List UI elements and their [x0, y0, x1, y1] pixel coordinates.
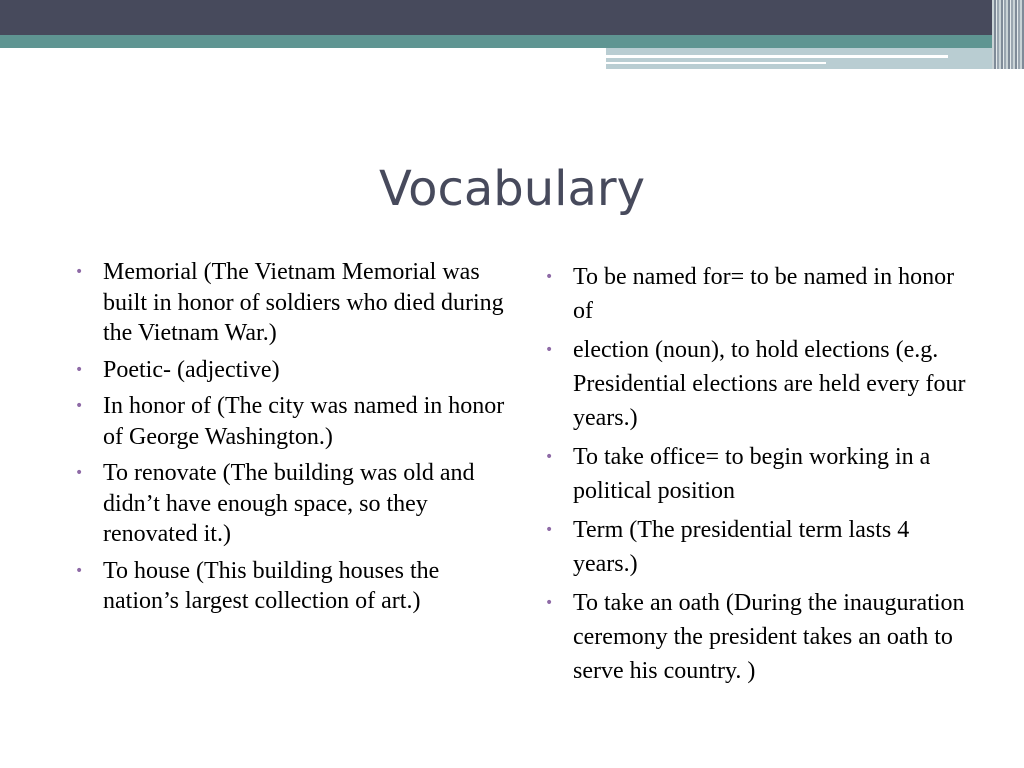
- list-item: [75, 391, 505, 452]
- header-teal-band: [0, 35, 1024, 48]
- bullet-icon: •: [75, 264, 84, 280]
- slide-title: Vocabulary: [378, 161, 646, 217]
- list-item-text: In honor of (The city was named in honor of George Washington.): [103, 393, 505, 450]
- header-accent-line-short: [606, 62, 826, 64]
- list-item: [545, 333, 975, 435]
- list-item-text: To be named for= to be named in honor of: [573, 264, 955, 324]
- bullet-icon: •: [545, 522, 554, 538]
- list-item-text: election (noun), to hold elections (e.g. Presidential elections are held every four years.): [573, 337, 966, 431]
- list-item-text: To house (This building houses the nation’s largest collection of art.): [103, 557, 440, 614]
- list-item-text: To take office= to begin working in a political position: [573, 444, 931, 504]
- list-item-text: To renovate (The building was old and didn’t have enough space, so they renovated it.): [103, 460, 475, 547]
- left-bullet-list: [75, 257, 505, 617]
- bullet-icon: •: [75, 361, 84, 378]
- list-item-text: To take an oath (During the inauguration ceremony the president takes an oath to serve his country. ): [573, 590, 965, 684]
- list-item: [75, 458, 505, 550]
- list-item: [545, 513, 975, 581]
- bullet-icon: •: [545, 269, 554, 285]
- list-item-text: Memorial (The Vietnam Memorial was built in honor of soldiers who died during the Vietnam War.): [103, 259, 504, 346]
- list-item: [75, 556, 505, 617]
- header-dark-band: [0, 0, 1024, 35]
- bullet-icon: •: [545, 595, 554, 611]
- right-bullet-list: [545, 260, 975, 688]
- list-item: [545, 260, 975, 328]
- right-column: [545, 260, 975, 693]
- list-item: [545, 440, 975, 508]
- left-column: [75, 257, 505, 623]
- header-groove-decoration: [992, 0, 1024, 69]
- bullet-icon: •: [75, 465, 84, 481]
- bullet-icon: •: [545, 342, 554, 358]
- list-item: [545, 586, 975, 688]
- bullet-icon: •: [545, 449, 554, 465]
- list-item-text: Term (The presidential term lasts 4 years.): [573, 517, 910, 577]
- bullet-icon: •: [75, 398, 84, 414]
- header-accent-line: [606, 55, 948, 58]
- list-item: [75, 355, 505, 386]
- list-item: [75, 257, 505, 349]
- list-item-text: Poetic- (adjective): [103, 356, 280, 383]
- bullet-icon: •: [75, 562, 84, 579]
- header-light-strip: [606, 48, 1024, 69]
